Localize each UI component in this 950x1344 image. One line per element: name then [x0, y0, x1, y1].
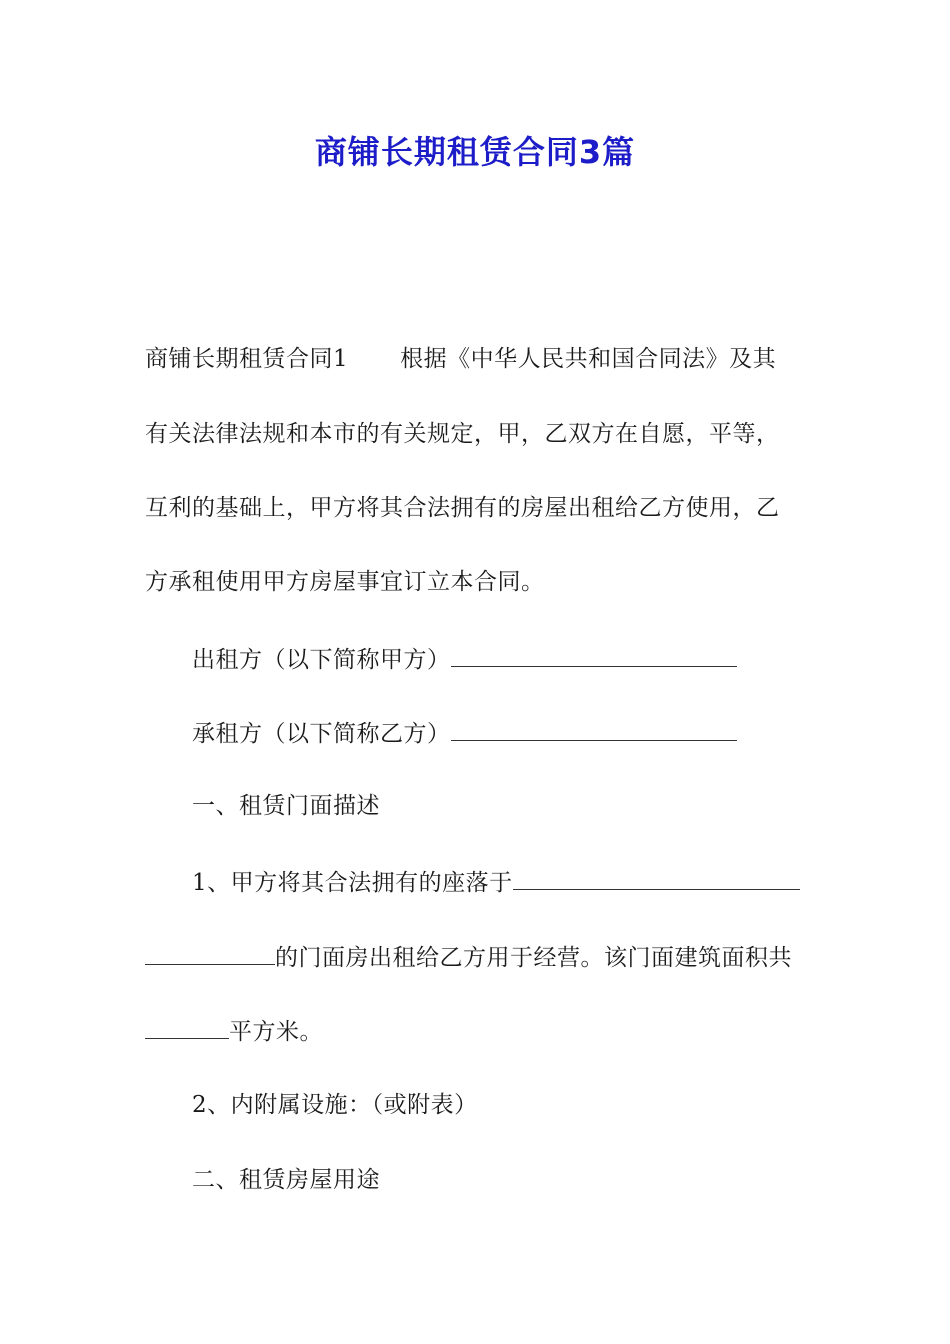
item-1-line-1 — [192, 863, 810, 901]
document-title: 商铺长期租赁合同3篇 — [314, 133, 636, 171]
section-heading-1: 一、租赁门面描述 — [192, 793, 380, 819]
item-1-text: 1、甲方将其合法拥有的座落于 — [192, 870, 513, 896]
lessee-label: 承租方（以下简称乙方） — [192, 721, 451, 747]
paragraph-line-1 — [145, 341, 810, 377]
paragraph-line-4: 方承租使用甲方房屋事宜订立本合同。 — [145, 569, 545, 595]
contract-heading: 商铺长期租赁合同1 — [145, 346, 349, 372]
lessor-line — [192, 640, 810, 678]
lessor-label: 出租方（以下简称甲方） — [192, 647, 451, 673]
location-blank-continued[interactable] — [145, 938, 275, 965]
lessee-blank[interactable] — [451, 714, 737, 741]
paragraph-line-3: 互利的基础上，甲方将其合法拥有的房屋出租给乙方使用，乙 — [145, 495, 780, 521]
item-1-text-continued: 的门面房出租给乙方用于经营。该门面建筑面积共 — [275, 945, 792, 971]
section-heading-2: 二、租赁房屋用途 — [192, 1167, 380, 1193]
item-2-line: 2、内附属设施：（或附表） — [192, 1092, 478, 1118]
area-unit-text: 平方米。 — [229, 1019, 323, 1045]
item-1-line-3 — [145, 1012, 810, 1050]
location-blank[interactable] — [513, 863, 800, 890]
paragraph-text: 根据《中华人民共和国合同法》及其 — [400, 346, 777, 372]
lessor-blank[interactable] — [451, 640, 737, 667]
area-blank[interactable] — [145, 1012, 229, 1039]
paragraph-line-2: 有关法律法规和本市的有关规定，甲，乙双方在自愿，平等， — [145, 421, 780, 447]
item-1-line-2 — [145, 938, 810, 976]
lessee-line — [192, 714, 810, 752]
